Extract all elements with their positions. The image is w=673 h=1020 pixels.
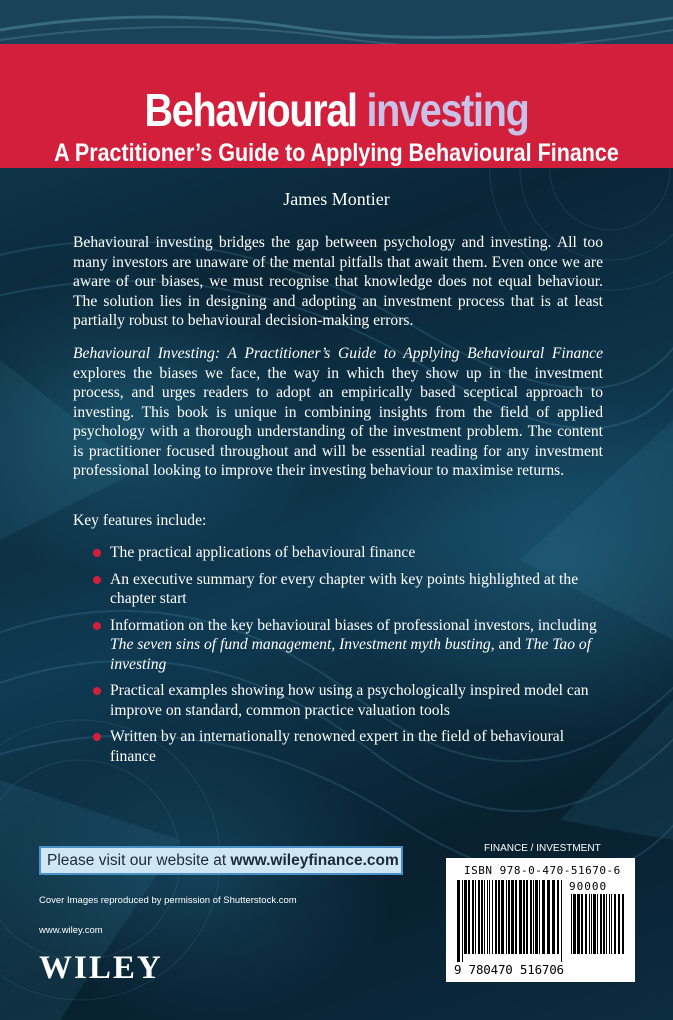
barcode-bar xyxy=(606,894,607,954)
top-texture-strip xyxy=(0,0,673,44)
list-item xyxy=(92,616,612,675)
barcode-bar xyxy=(591,894,592,954)
barcode-bar xyxy=(487,880,488,954)
barcode-bar xyxy=(533,880,534,954)
barcode-bar xyxy=(597,894,598,954)
barcode-panel xyxy=(446,858,635,982)
barcode-bar xyxy=(481,880,483,954)
feature-text: Written by an internationally renowned expert in the field of behavioural finance xyxy=(110,728,565,765)
barcode-bar xyxy=(577,894,580,954)
list-item xyxy=(92,570,612,609)
publisher-logo: WILEY xyxy=(39,950,163,986)
barcode-bar xyxy=(523,880,525,954)
feature-text: An executive summary for every chapter with key points highlighted at the chapter start xyxy=(110,570,579,607)
addon-barcode xyxy=(570,894,626,962)
barcode-bar xyxy=(581,894,583,954)
barcode-bar xyxy=(501,880,504,954)
title-word-2: investing xyxy=(366,84,529,136)
image-credit: Cover Images reproduced by permission of Shutterstock.com xyxy=(39,895,297,906)
barcode-bar xyxy=(457,880,460,962)
book-subtitle: A Practitioner’s Guide to Applying Behavioural Finance xyxy=(54,139,619,167)
barcode-bar xyxy=(557,880,559,954)
bullet-icon xyxy=(93,549,101,557)
key-features-label: Key features include: xyxy=(73,512,207,529)
barcode-bar xyxy=(492,880,493,954)
barcode-bar xyxy=(609,894,610,954)
barcode-bar xyxy=(495,880,497,954)
category-label: FINANCE / INVESTMENT xyxy=(484,843,601,854)
barcode-bar xyxy=(547,880,550,954)
author-name: James Montier xyxy=(283,189,390,209)
barcode-bar xyxy=(475,880,476,954)
barcode-bar xyxy=(478,880,480,954)
barcode-bar xyxy=(489,880,490,954)
isbn-text: ISBN 978-0-470-51670-6 xyxy=(464,864,621,877)
bullet-icon xyxy=(93,687,101,695)
title-word-1: Behavioural xyxy=(144,84,357,136)
barcode-bar xyxy=(593,894,596,954)
publisher-url[interactable]: www.wiley.com xyxy=(39,925,103,936)
feature-italic-1: The seven sins of fund management, Investment myth busting xyxy=(110,636,491,653)
price-code: 90000 xyxy=(569,880,608,893)
barcode-bar xyxy=(603,894,605,954)
barcode-bar xyxy=(600,894,602,954)
barcode-bar xyxy=(571,894,572,954)
barcode-bar xyxy=(611,894,612,954)
barcode-bar xyxy=(462,880,463,962)
feature-italic-2: The Tao of investing xyxy=(110,636,592,673)
list-item xyxy=(92,727,612,766)
list-item xyxy=(92,543,612,563)
list-item xyxy=(92,681,612,720)
feature-text-mid: , and xyxy=(490,636,525,653)
description-paragraph-1: Behavioural investing bridges the gap between psychology and investing. All too many investors are unaware of the mental pitfalls that await them. Even once we are aware of our biases, we must recognise that knowledge does not equal behaviour. The solution lies in designing and adopting an investment process that is at least partially robust to behavioural decision-making errors. xyxy=(73,234,603,329)
book-title-italic: Behavioural Investing: A Practitioner’s Guide to Applying Behavioural Finance xyxy=(73,345,603,362)
website-box xyxy=(39,846,403,875)
barcode-bar xyxy=(552,880,555,954)
book-title xyxy=(47,84,626,136)
paragraph-2-body: explores the biases we face, the way in which they show up in the investment process, and urges readers to adopt an empirically based sceptical approach to investing. This book is unique in combining insights from the field of applied psychology with a thorough understanding of the investment problem. The content is practitioner focused throughout and will be essential reading for any investment professional looking to improve their investing behaviour to maximise returns. xyxy=(73,364,603,479)
barcode-bar xyxy=(515,880,517,954)
barcode-bar xyxy=(573,894,576,954)
barcode-bar xyxy=(585,894,587,954)
feature-text: The practical applications of behavioural finance xyxy=(110,544,416,561)
barcode-bar xyxy=(506,880,507,954)
key-features-list xyxy=(92,543,612,773)
barcode-bar xyxy=(530,880,532,954)
barcode-bar xyxy=(539,880,540,954)
feature-text-pre: Information on the key behavioural biases of professional investors, including xyxy=(110,616,597,634)
description-paragraph-2 xyxy=(73,344,603,481)
website-link[interactable]: www.wileyfinance.com xyxy=(230,852,399,869)
barcode-bar xyxy=(498,880,500,954)
barcode-bar xyxy=(468,880,470,954)
bullet-icon xyxy=(93,576,101,584)
barcode-bar xyxy=(526,880,528,954)
barcode-bar xyxy=(508,880,510,954)
barcode-bar xyxy=(535,880,538,954)
website-prefix: Please visit our website at xyxy=(47,852,231,869)
barcode-bar xyxy=(614,894,616,954)
feature-text: Practical examples showing how using a psychologically inspired model can improve on standard, common practice valuation tools xyxy=(110,682,589,719)
ean-barcode xyxy=(456,880,564,962)
barcode-bar xyxy=(484,880,485,954)
barcode-bar xyxy=(618,894,620,954)
barcode-bar xyxy=(561,880,562,962)
bullet-icon xyxy=(93,733,101,741)
bullet-icon xyxy=(93,622,101,630)
barcode-bar xyxy=(511,880,514,954)
barcode-bar xyxy=(464,880,467,954)
barcode-bar xyxy=(519,880,522,954)
barcode-bar xyxy=(542,880,545,954)
barcode-bar xyxy=(472,880,474,954)
barcode-bar xyxy=(589,894,590,954)
ean-digits: 9 780470 516706 xyxy=(454,962,564,977)
barcode-bar xyxy=(622,894,624,954)
